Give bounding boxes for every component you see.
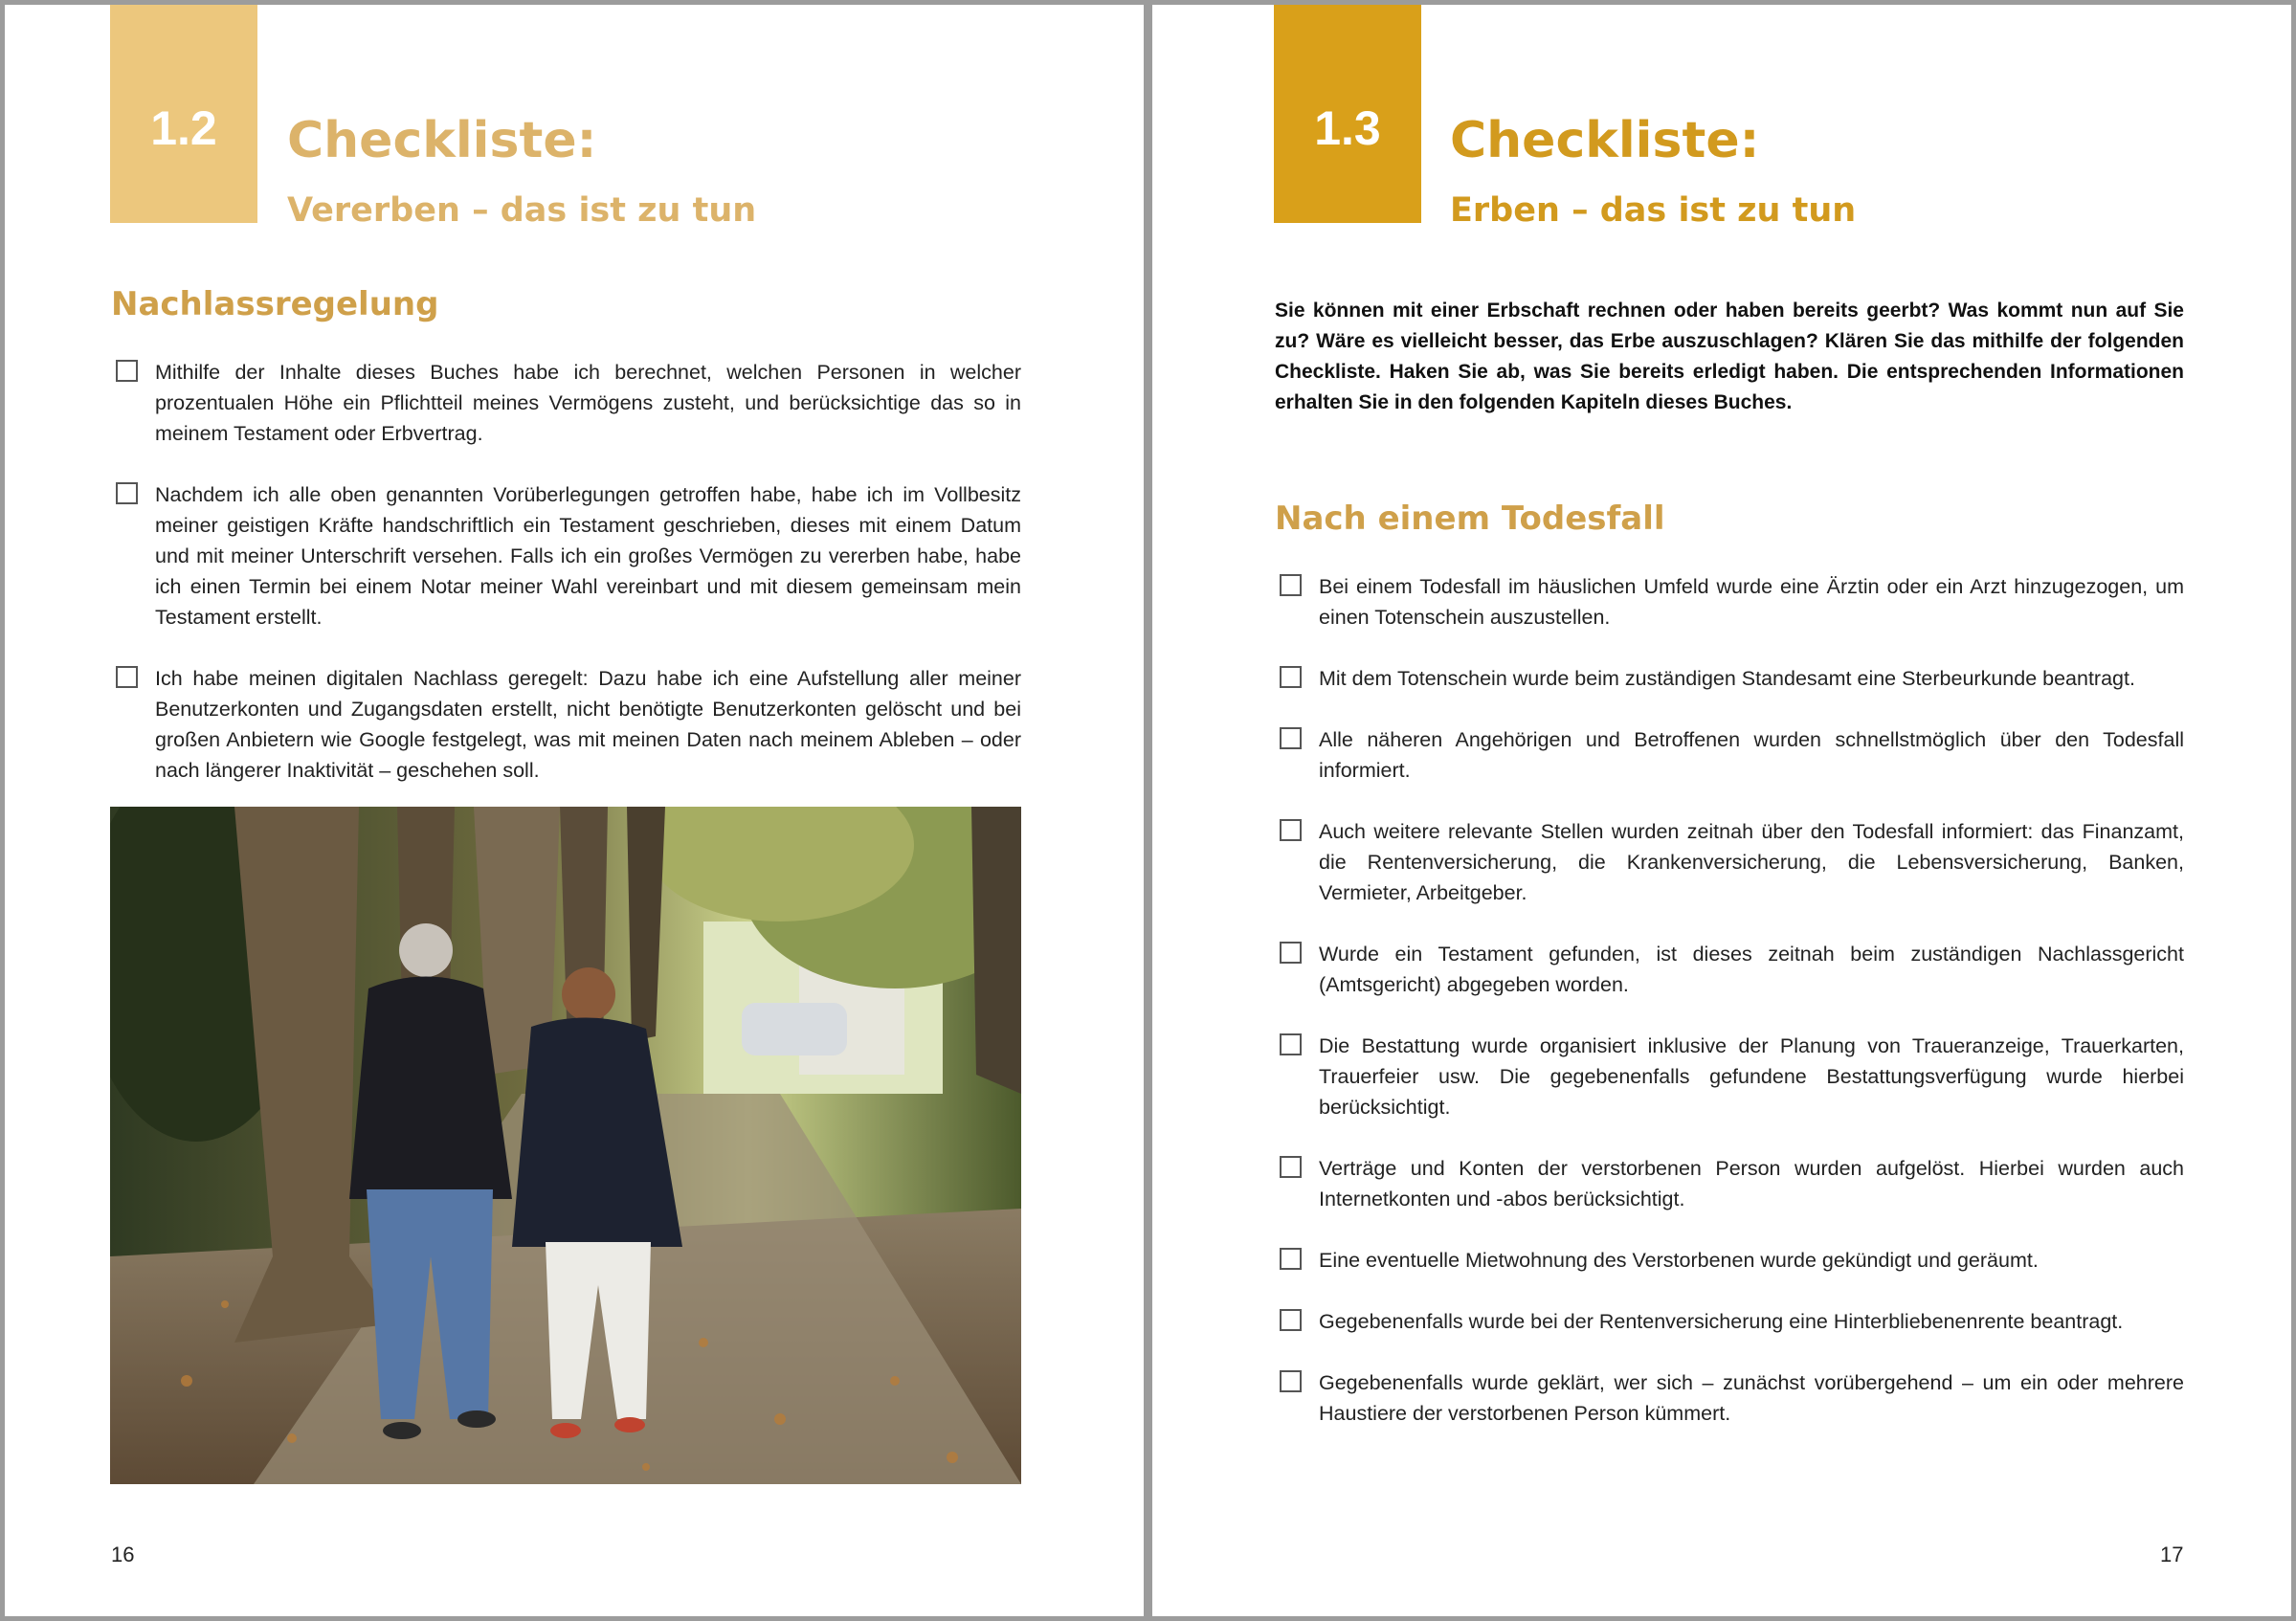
checklist-item — [1280, 724, 2184, 786]
section-number: 1.3 — [1314, 101, 1381, 155]
checkbox[interactable] — [116, 666, 138, 688]
checkbox[interactable] — [1280, 1370, 1302, 1392]
right-page — [1152, 5, 2291, 1616]
checklist-item — [1280, 663, 2184, 694]
checklist-item-text: Mithilfe der Inhalte dieses Buches habe ich berechnet, welchen Personen in welcher prozentualen Höhe ein Pflichtteil meines Vermögens zusteht, und berücksichtige das so in meinem Testament oder Erbvertrag. — [155, 361, 1021, 445]
photo-elderly-couple-walking — [110, 807, 1021, 1484]
page-subtitle: Vererben – das ist zu tun — [287, 191, 757, 230]
checklist-item-text: Alle näheren Angehörigen und Betroffenen wurden schnellstmöglich über den Todesfall informiert. — [1319, 728, 2184, 782]
checkbox[interactable] — [1280, 1033, 1302, 1055]
checkbox[interactable] — [1280, 666, 1302, 688]
checkbox[interactable] — [1280, 727, 1302, 749]
left-page — [5, 5, 1144, 1616]
checklist-item-text: Eine eventuelle Mietwohnung des Verstorbenen wurde gekündigt und geräumt. — [1319, 1249, 2039, 1272]
page-subtitle: Erben – das ist zu tun — [1450, 191, 1857, 230]
checkbox[interactable] — [1280, 1156, 1302, 1178]
checklist-item — [1280, 1153, 2184, 1214]
section-number-box — [1274, 5, 1421, 223]
checklist-item — [1280, 571, 2184, 633]
checklist-item-text: Auch weitere relevante Stellen wurden zeitnah über den Todesfall informiert: das Finanzamt, die Rentenversicherung, die Krankenversicherung, die Lebensversicherung, Banken, Vermieter, Arbeitgeber. — [1319, 820, 2184, 904]
checklist-item-text: Verträge und Konten der verstorbenen Person wurden aufgelöst. Hierbei wurden auch Internetkonten und -abos berücksichtigt. — [1319, 1157, 2184, 1210]
checklist-item — [1280, 1031, 2184, 1122]
section-heading: Nachlassregelung — [111, 285, 439, 323]
page-number: 16 — [111, 1543, 135, 1566]
section-number-box — [110, 5, 257, 223]
checkbox[interactable] — [1280, 942, 1302, 964]
checklist-item-text: Gegebenenfalls wurde bei der Rentenversicherung eine Hinterbliebenenrente beantragt. — [1319, 1310, 2124, 1333]
section-heading: Nach einem Todesfall — [1275, 500, 1665, 538]
checklist-item-text: Die Bestattung wurde organisiert inklusive der Planung von Traueranzeige, Trauerkarten, Trauerfeier usw. Die gegebenenfalls gefundene Bestattungsverfügung wurde hierbei berücksichtigt. — [1319, 1034, 2184, 1119]
checkbox[interactable] — [116, 482, 138, 504]
checklist-item-text: Gegebenenfalls wurde geklärt, wer sich – zunächst vorübergehend – um ein oder mehrere Haustiere der verstorbenen Person kümmert. — [1319, 1371, 2184, 1425]
checklist-item — [116, 357, 1021, 449]
checkbox[interactable] — [1280, 1309, 1302, 1331]
page-title: Checkliste: — [1450, 112, 1760, 169]
checkbox[interactable] — [1280, 1248, 1302, 1270]
checklist-item-text: Nachdem ich alle oben genannten Vorüberlegungen getroffen habe, habe ich im Vollbesitz meiner geistigen Kräfte handschriftlich ein Testament geschrieben, dieses mit einem Datum und mit meiner Unterschrift versehen. Falls ich ein großes Vermögen zu vererben habe, habe ich einen Termin bei einem Notar meiner Wahl vereinbart und mit diesem gemeinsam mein Testament erstellt. — [155, 483, 1021, 629]
checklist-item — [1280, 816, 2184, 908]
checkbox[interactable] — [116, 360, 138, 382]
intro-paragraph: Sie können mit einer Erbschaft rechnen oder haben bereits geerbt? Was kommt nun auf Sie zu? Wäre es vielleicht besser, das Erbe auszuschlagen? Klären Sie das mithilfe der folgenden Checkliste. Haken Sie ab, was Sie bereits erledigt haben. Die entsprechenden Informationen erhalten Sie in den folgenden Kapiteln dieses Buches. — [1275, 300, 2184, 413]
checklist-item-text: Wurde ein Testament gefunden, ist dieses zeitnah beim zuständigen Nachlassgericht (Amtsgericht) abgegeben worden. — [1319, 943, 2184, 996]
checklist-item-text: Ich habe meinen digitalen Nachlass geregelt: Dazu habe ich eine Aufstellung aller meiner Benutzerkonten und Zugangsdaten erstellt, nicht benötigte Benutzerkonten gelöscht und bei großen Anbietern wie Google festgelegt, was mit meinen Daten nach meinem Ableben – oder nach längerer Inaktivität – geschehen soll. — [155, 667, 1021, 782]
checklist-item — [116, 479, 1021, 633]
checklist-item — [1280, 939, 2184, 1000]
section-number: 1.2 — [150, 101, 217, 155]
checklist-item — [1280, 1306, 2184, 1337]
checklist-item-text: Bei einem Todesfall im häuslichen Umfeld wurde eine Ärztin oder ein Arzt hinzugezogen, um einen Totenschein auszustellen. — [1319, 575, 2184, 629]
checkbox[interactable] — [1280, 819, 1302, 841]
page-title: Checkliste: — [287, 112, 597, 169]
checklist-item — [1280, 1367, 2184, 1429]
checkbox[interactable] — [1280, 574, 1302, 596]
page-number: 17 — [2160, 1543, 2184, 1566]
checklist-item-text: Mit dem Totenschein wurde beim zuständigen Standesamt eine Sterbeurkunde beantragt. — [1319, 667, 2135, 690]
checklist-item — [116, 663, 1021, 786]
checklist-item — [1280, 1245, 2184, 1276]
